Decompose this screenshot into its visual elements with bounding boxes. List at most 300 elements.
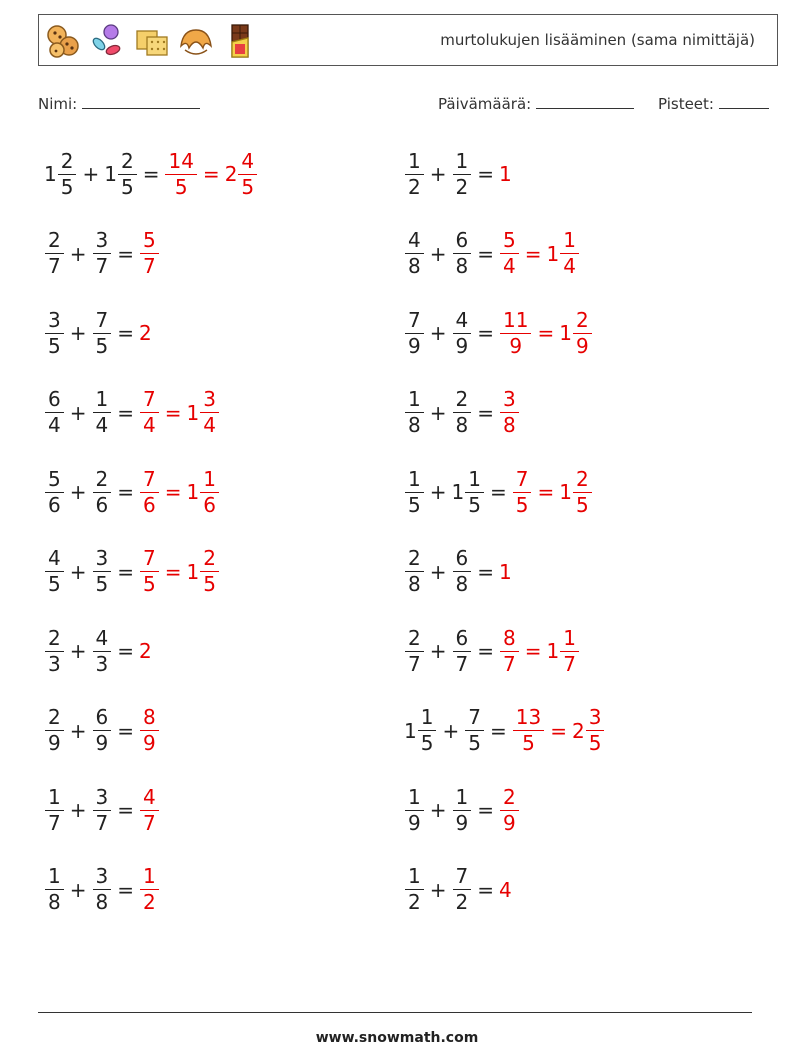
equals-sign: = [142,162,160,186]
addend-a-fraction [45,228,64,279]
answer-mixed [187,467,220,518]
addend-b-denominator: 4 [95,413,109,437]
answer-improper [499,560,512,584]
addend-b-denominator: 5 [95,572,109,596]
answer-improper [139,864,160,915]
addend-b-numerator: 3 [93,864,112,890]
addend-a-denominator: 2 [408,174,421,199]
plus-sign: + [69,877,87,902]
addend-b-numerator: 1 [453,785,472,811]
addend-a-numerator: 2 [45,228,64,254]
answer-improper [139,387,160,438]
addend-a-denominator: 7 [48,810,61,835]
answer-improper [499,308,532,359]
chocolate-bar-icon [221,22,259,60]
answer-fraction [140,228,159,279]
equals-sign: = [117,877,134,902]
addend-a-fraction [405,785,424,836]
problem-18 [404,780,520,840]
equals-sign: = [117,480,134,504]
answer-improper [139,321,152,345]
answer-numerator: 1 [560,626,579,652]
addend-a-denominator: 8 [408,572,421,596]
answer-mixed [187,546,220,597]
addend-b-fraction [465,467,484,518]
answer-integer: 1 [499,162,512,186]
answer-improper [499,228,520,279]
answer-denominator: 4 [143,413,156,437]
addend-b-fraction [93,546,112,597]
addend-b-denominator: 8 [455,572,469,596]
equals-sign: = [489,718,507,743]
equals-sign: = [117,718,134,743]
equals-sign: = [477,639,494,663]
addend-b-numerator: 7 [93,308,112,334]
score-field[interactable] [658,94,769,113]
equals-sign: = [117,241,134,266]
addend-a-denominator: 7 [48,254,61,278]
answer-fraction [238,149,257,200]
addend-b-fraction [453,228,472,279]
answer-fraction [140,864,159,915]
addend-b-whole: 1 [104,162,117,186]
answer-denominator: 4 [503,254,516,278]
problem-5 [44,303,152,363]
addend-b-numerator: 4 [453,308,472,334]
answer-numerator: 5 [500,228,519,254]
addend-a-numerator: 6 [45,387,64,413]
addend-b-fraction [453,546,472,597]
answer-numerator: 2 [573,467,592,493]
answer-whole: 1 [186,400,200,425]
answer-fraction [560,228,579,279]
answer-numerator: 2 [200,546,219,572]
addend-a-fraction [405,467,424,518]
plus-sign: + [69,639,87,663]
answer-whole: 1 [559,480,572,504]
addend-a-denominator: 7 [408,651,421,676]
equals-sign: = [477,400,494,425]
answer-improper [139,705,160,756]
addend-a-numerator: 3 [45,308,64,334]
problem-7 [44,383,220,443]
addend-b-numerator: 1 [453,149,472,175]
addend-a-denominator: 8 [48,890,61,914]
answer-mixed [559,467,592,518]
answer-numerator: 3 [586,705,605,731]
score-label: Pisteet: [658,95,714,113]
addend-b-denominator: 6 [95,492,109,517]
answer-mixed [572,705,605,756]
addend-b-numerator: 2 [118,149,137,175]
addend-b-fraction [93,626,112,677]
addend-a-denominator: 8 [408,413,421,437]
answer-fraction [586,705,605,756]
answer-integer: 1 [499,559,512,584]
equals-sign: = [477,559,494,584]
plus-sign: + [69,480,87,504]
problem-11 [44,542,220,602]
answer-numerator: 4 [238,149,257,175]
answer-improper [139,639,152,663]
plus-sign: + [69,718,87,743]
plus-sign: + [429,798,447,822]
addend-a-fraction [45,387,64,438]
answer-denominator: 5 [522,731,535,755]
answer-equals-sign: = [202,162,220,186]
answer-denominator: 9 [503,810,516,835]
addend-b-denominator: 5 [468,492,481,517]
name-label: Nimi: [38,95,78,113]
answer-whole: 1 [186,559,200,584]
croissant-icon [177,22,215,60]
answer-equals-sign: = [537,480,555,504]
answer-denominator: 9 [575,333,589,358]
addend-a-fraction [405,387,424,438]
addend-a-fraction [58,149,77,200]
problem-20 [404,860,512,920]
answer-improper [499,626,520,677]
addend-b-fraction [453,387,472,438]
plus-sign: + [429,877,447,902]
answer-numerator: 13 [513,705,544,731]
addend-a-numerator: 1 [45,864,64,890]
addend-a-fraction [418,705,437,756]
equals-sign: = [477,162,494,186]
answer-whole: 1 [546,241,560,266]
addend-b-fraction [453,864,472,915]
answer-fraction [140,467,159,518]
addend-a-numerator: 2 [405,626,424,652]
plus-sign: + [429,400,447,425]
plus-sign: + [69,400,87,425]
answer-fraction [500,626,519,677]
plus-sign: + [429,162,447,186]
problem-10 [404,462,593,522]
addend-a-numerator: 4 [45,546,64,572]
answer-fraction [560,626,579,677]
addend-b-numerator: 2 [93,467,112,493]
addend-a-numerator: 1 [405,785,424,811]
answer-denominator: 5 [241,174,255,199]
addend-a-fraction [405,864,424,915]
addend-b-numerator: 6 [453,626,472,652]
crackers-icon [133,22,171,60]
addend-b-denominator: 8 [95,890,109,914]
addend-b-numerator: 7 [465,705,484,731]
plus-sign: + [429,321,447,345]
answer-fraction [573,308,592,359]
addend-b-fraction [93,864,112,915]
answer-numerator: 7 [513,467,532,493]
addend-a-fraction [45,308,64,359]
answer-fraction [200,387,219,438]
answer-numerator: 2 [573,308,592,334]
answer-denominator: 8 [503,413,516,437]
addend-a-fraction [45,546,64,597]
addend-a-fraction [405,546,424,597]
answer-denominator: 7 [503,651,516,676]
answer-mixed [225,149,258,200]
addend-a-numerator: 5 [45,467,64,493]
addend-b-numerator: 6 [453,546,472,572]
addend-a-denominator: 9 [408,810,421,835]
addend-a-numerator: 2 [45,705,64,731]
answer-numerator: 11 [500,308,531,334]
name-field[interactable] [38,94,200,113]
answer-equals-sign: = [164,480,182,504]
score-line[interactable] [719,94,769,109]
answer-improper [512,705,545,756]
cookies-icon [45,22,83,60]
problem-15 [44,701,160,761]
answer-numerator: 7 [140,546,159,572]
answer-denominator: 7 [143,810,156,835]
answer-improper [499,162,512,186]
answer-equals-sign: = [537,321,555,345]
addend-b-fraction [93,705,112,756]
plus-sign: + [429,241,447,266]
worksheet-header [38,14,778,66]
answer-fraction [500,308,531,359]
answer-denominator: 7 [563,651,576,676]
equals-sign: = [117,559,134,584]
answer-improper [164,149,197,200]
addend-b-fraction [465,705,484,756]
addend-b-denominator: 2 [455,890,469,914]
equals-sign: = [477,877,494,902]
worksheet-title: murtolukujen lisääminen (sama nimittäjä) [440,31,755,49]
answer-denominator: 5 [174,174,188,199]
answer-mixed [559,308,592,359]
addend-a-fraction [45,626,64,677]
addend-b-denominator: 2 [455,174,469,199]
answer-fraction [513,705,544,756]
addend-a-whole: 1 [404,718,417,743]
addend-b-denominator: 5 [120,174,134,199]
addend-a-denominator: 5 [48,572,61,596]
answer-numerator: 14 [165,149,196,175]
addend-a-denominator: 5 [48,333,61,358]
answer-denominator: 5 [588,731,602,755]
answer-fraction [140,546,159,597]
addend-b-numerator: 2 [453,387,472,413]
equals-sign: = [489,480,507,504]
addend-b-denominator: 7 [95,810,109,835]
addend-a-fraction [45,467,64,518]
plus-sign: + [69,321,87,345]
addend-a-numerator: 1 [45,785,64,811]
answer-fraction [140,785,159,836]
addend-b-numerator: 6 [93,705,112,731]
answer-equals-sign: = [550,718,567,743]
addend-a-fraction [45,785,64,836]
addend-b-fraction [93,308,112,359]
answer-mixed [187,387,220,438]
addend-a-numerator: 1 [405,467,424,493]
addend-a-denominator: 6 [48,492,61,517]
addend-b-denominator: 7 [95,254,109,278]
addend-b-fraction [93,228,112,279]
answer-integer: 2 [139,321,152,345]
answer-fraction [140,387,159,438]
date-field[interactable] [438,94,634,113]
addend-b-numerator: 3 [93,785,112,811]
problem-16 [404,701,605,761]
equals-sign: = [117,400,134,425]
addend-a-numerator: 7 [405,308,424,334]
addend-a-denominator: 5 [420,731,434,755]
answer-numerator: 1 [140,864,159,890]
answer-denominator: 5 [575,492,589,517]
addend-b-denominator: 8 [455,413,469,437]
answer-numerator: 5 [140,228,159,254]
addend-b-numerator: 1 [93,387,112,413]
addend-b-whole: 1 [451,480,465,504]
answer-numerator: 8 [500,626,519,652]
answer-numerator: 1 [200,467,219,493]
addend-a-denominator: 5 [408,492,421,517]
addend-b-fraction [93,467,112,518]
addend-b-numerator: 3 [93,228,112,254]
candies-icon [89,22,127,60]
addend-a-fraction [405,308,424,359]
footer-divider [38,1012,752,1013]
answer-denominator: 5 [143,572,156,596]
addend-a-denominator: 8 [408,254,421,278]
addend-a-numerator: 2 [405,546,424,572]
header-icons [45,21,259,61]
answer-improper [499,785,520,836]
answer-integer: 2 [139,639,152,663]
addend-a-denominator: 5 [60,174,74,199]
problem-8 [404,383,520,443]
addend-b-denominator: 7 [455,651,469,676]
addend-b-denominator: 3 [95,651,109,676]
problem-2 [404,144,512,204]
answer-improper [499,387,520,438]
equals-sign: = [477,798,494,822]
answer-equals-sign: = [164,400,182,425]
addend-a-fraction [45,864,64,915]
addend-b-fraction [453,149,472,200]
plus-sign: + [429,639,447,663]
addend-a-fraction [45,705,64,756]
addend-b-numerator: 3 [93,546,112,572]
answer-numerator: 7 [140,387,159,413]
addend-b-fraction [118,149,137,200]
problem-14 [404,621,580,681]
answer-denominator: 5 [203,572,216,596]
date-label: Päivämäärä: [438,95,532,113]
addend-a-fraction [405,228,424,279]
addend-a-denominator: 9 [408,333,421,358]
addend-b-denominator: 5 [95,333,109,358]
addend-a-numerator: 1 [405,864,424,890]
plus-sign: + [69,559,87,584]
addend-a-whole: 1 [44,162,57,186]
addend-a-numerator: 2 [45,626,64,652]
answer-whole: 2 [224,162,238,186]
answer-numerator: 3 [200,387,219,413]
answer-fraction [165,149,196,200]
answer-whole: 1 [559,321,572,345]
answer-mixed [547,228,580,279]
addend-b-denominator: 9 [455,810,469,835]
addend-b-fraction [453,308,472,359]
plus-sign: + [82,162,100,186]
answer-fraction [200,546,219,597]
addend-b-denominator: 9 [455,333,469,358]
answer-denominator: 9 [143,731,156,755]
answer-denominator: 5 [515,492,529,517]
addend-a-fraction [405,149,424,200]
answer-mixed [547,626,580,677]
footer-url: www.snowmath.com [315,1030,479,1046]
answer-improper [139,546,160,597]
answer-denominator: 7 [143,254,156,278]
addend-a-denominator: 2 [408,890,421,914]
addend-b-numerator: 4 [93,626,112,652]
addend-a-numerator: 1 [405,387,424,413]
answer-improper [139,785,160,836]
equals-sign: = [117,321,134,345]
answer-fraction [200,467,219,518]
problem-13 [44,621,152,681]
addend-a-numerator: 4 [405,228,424,254]
addend-b-denominator: 8 [455,254,469,278]
addend-b-numerator: 7 [453,864,472,890]
answer-numerator: 1 [560,228,579,254]
answer-denominator: 6 [143,492,156,517]
addend-b-fraction [453,626,472,677]
answer-numerator: 4 [140,785,159,811]
answer-improper [139,467,160,518]
plus-sign: + [69,241,87,266]
answer-fraction [500,387,519,438]
name-line[interactable] [82,94,200,109]
answer-whole: 1 [186,480,200,504]
answer-equals-sign: = [524,241,542,266]
addend-a-numerator: 1 [418,705,437,731]
plus-sign: + [69,798,87,822]
addend-a-fraction [405,626,424,677]
addend-b-denominator: 9 [95,731,109,755]
answer-denominator: 2 [143,890,156,914]
date-line[interactable] [536,94,634,109]
answer-integer: 4 [499,877,512,902]
answer-whole: 1 [546,639,560,663]
answer-fraction [500,785,519,836]
problem-19 [44,860,160,920]
addend-b-fraction [93,387,112,438]
problem-12 [404,542,512,602]
problem-9 [44,462,220,522]
addend-a-denominator: 3 [48,651,61,676]
problem-4 [404,224,580,284]
addend-b-fraction [453,785,472,836]
problem-17 [44,780,160,840]
answer-equals-sign: = [164,559,182,584]
problem-6 [404,303,593,363]
answer-denominator: 4 [563,254,576,278]
equals-sign: = [477,241,494,266]
answer-fraction [513,467,532,518]
answer-whole: 2 [571,718,585,743]
answer-improper [499,878,512,902]
answer-numerator: 8 [140,705,159,731]
addend-b-fraction [93,785,112,836]
